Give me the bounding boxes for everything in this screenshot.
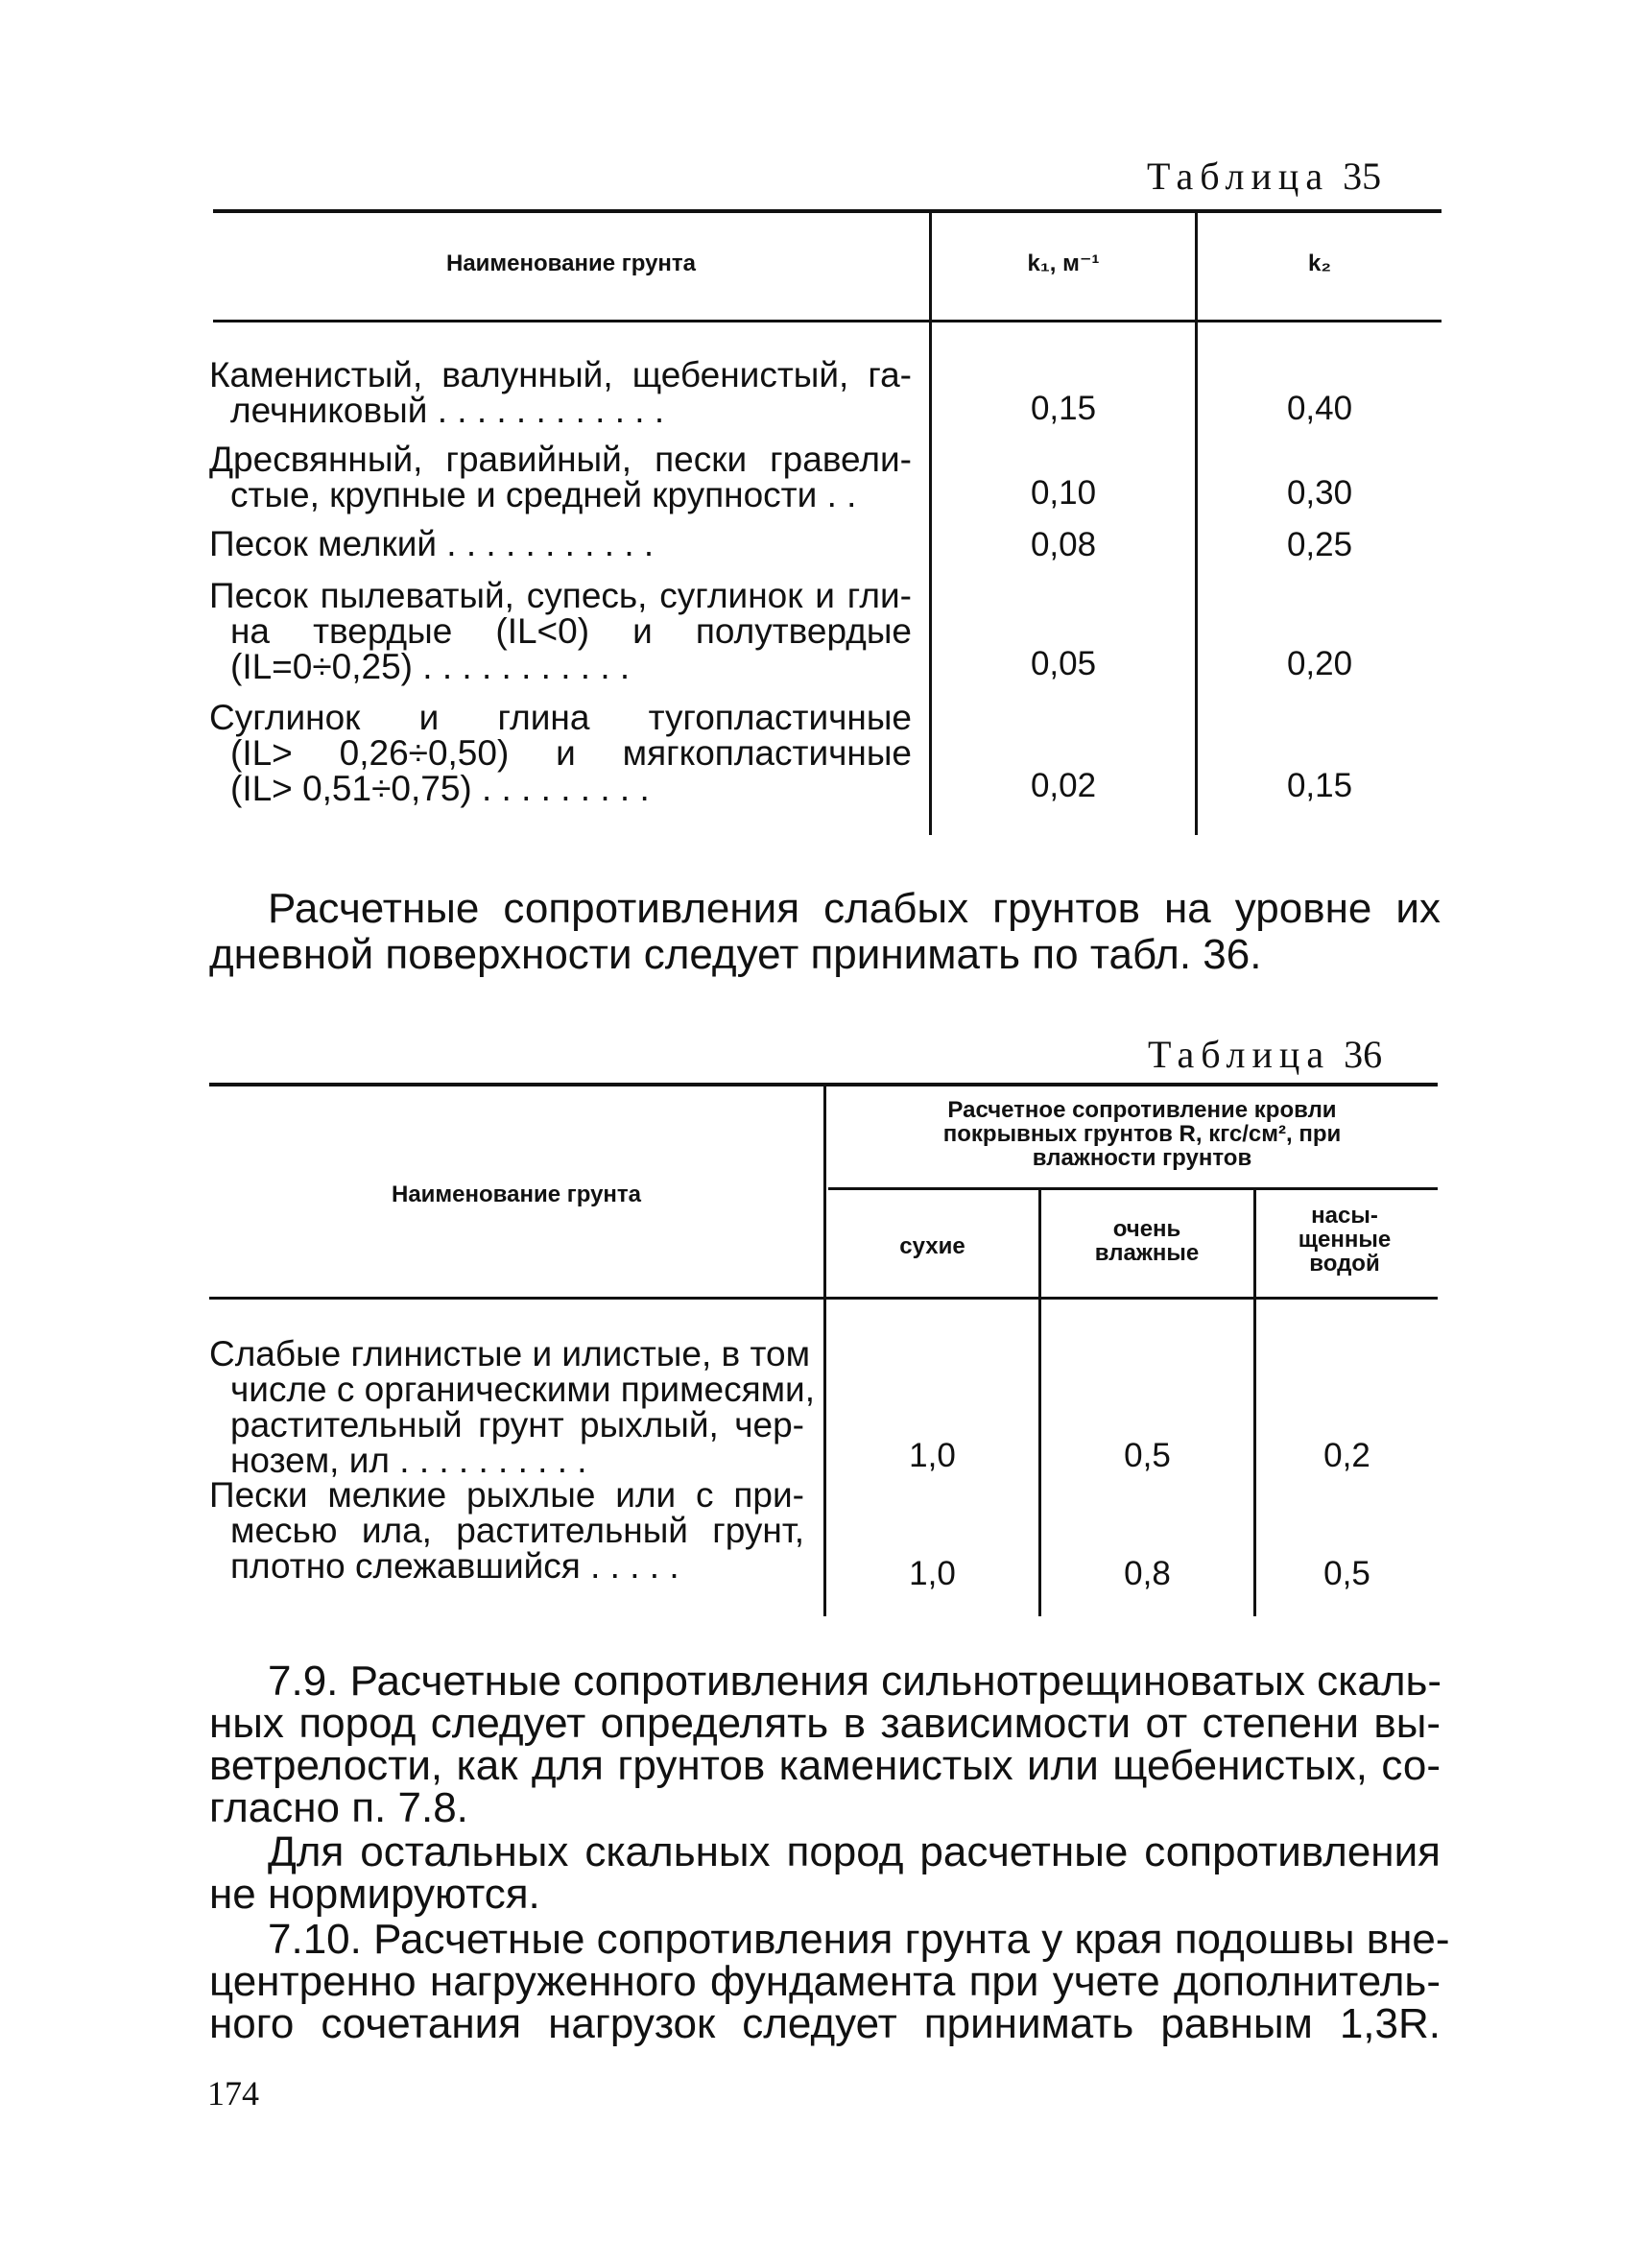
table-36-dry-value: 1,0: [909, 1437, 956, 1474]
table-36-saturated-value: 0,5: [1323, 1555, 1370, 1592]
paragraph-7-10-cont: [209, 1958, 1441, 2047]
paragraph-line: Расчетные сопротивления слабых грунтов на уровне их: [268, 885, 1441, 932]
paragraph-line: центренно нагруженного фундамента при учете дополнитель-: [209, 1958, 1441, 2005]
paragraph-7-9-cont: [209, 1700, 1441, 1831]
name-line: Дресвянный, гравийный, пески гравели-: [209, 440, 912, 479]
name-line: числе с органическими примесями,: [230, 1370, 816, 1409]
table-36-wet-value: 0,5: [1124, 1437, 1171, 1474]
table-35-k2-value: 0,20: [1286, 645, 1353, 682]
name-line: (IL=0÷0,25) . . . . . . . . . . .: [230, 647, 631, 686]
table-35-header-k2: k₂: [1307, 251, 1331, 276]
paragraph-line: ветрелости, как для грунтов каменистых или щебенистых, со-: [209, 1742, 1441, 1789]
table-35-row-name: [209, 357, 912, 428]
paragraph-7-9: [268, 1660, 1441, 1703]
paragraph-line: не нормируются.: [209, 1871, 540, 1918]
paragraph-line: дневной поверхности следует принимать по табл. 36.: [209, 931, 1262, 978]
table-36-header-wet: очень влажные: [1094, 1216, 1200, 1267]
page-number: 174: [207, 2074, 259, 2113]
name-line: плотно слежавшийся . . . . .: [230, 1546, 679, 1586]
name-line: Песок мелкий . . . . . . . . . . .: [209, 524, 655, 563]
paragraph-rock-cont: [209, 1871, 1441, 1918]
table-35-k1-value: 0,02: [1030, 767, 1097, 804]
name-line: Каменистый, валунный, щебенистый, га-: [209, 355, 912, 394]
table-35-k2-value: 0,40: [1286, 390, 1353, 427]
table-35-k1-value: 0,05: [1030, 645, 1097, 682]
name-line: Пески мелкие рыхлые или с при-: [209, 1475, 804, 1515]
table-35-k1-value: 0,10: [1030, 474, 1097, 512]
table-36-header-dry: сухие: [899, 1233, 965, 1259]
paragraph-line: гласно п. 7.8.: [209, 1784, 468, 1831]
name-line: нозем, ил . . . . . . . . . .: [230, 1441, 587, 1480]
table-36-dry-value: 1,0: [909, 1555, 956, 1592]
name-line: (IL> 0,26÷0,50) и мягкопластичные: [230, 733, 912, 773]
table-35-k1-value: 0,08: [1030, 526, 1097, 563]
paragraph-rock: [268, 1828, 1441, 1875]
table-35-row-name: [209, 442, 912, 513]
paragraph-line: ных пород следует определять в зависимости от степени вы-: [209, 1700, 1441, 1747]
name-line: Слабые глинистые и илистые, в том: [209, 1334, 811, 1373]
table-35-row-name: [209, 700, 912, 806]
table-36-header-saturated: насы- щенные водой: [1298, 1203, 1392, 1277]
name-line: лечниковый . . . . . . . . . . . .: [230, 391, 665, 430]
paragraph-line: ного сочетания нагрузок следует принимать равным 1,3R.: [209, 2000, 1441, 2047]
name-line: Суглинок и глина тугопластичные: [209, 698, 912, 737]
table-36-group-rule: [828, 1187, 1438, 1190]
table-35-caption: [1147, 154, 1381, 199]
table-35-header-name: Наименование грунта: [445, 251, 697, 276]
name-line: стые, крупные и средней крупности . .: [230, 475, 857, 514]
table-36-caption-number: 36: [1344, 1033, 1383, 1076]
table-35-top-rule: [213, 209, 1441, 213]
table-35-row-name: [209, 526, 912, 561]
table-35-k2-value: 0,15: [1286, 767, 1353, 804]
table-36-row-name: [209, 1477, 804, 1584]
table-36-col-divider-2: [1038, 1190, 1041, 1616]
table-36-saturated-value: 0,2: [1323, 1437, 1370, 1474]
table-35-col-divider-2: [1195, 213, 1198, 835]
paragraph-line: Для остальных скальных пород расчетные сопротивления: [268, 1828, 1441, 1875]
name-line: Песок пылеватый, супесь, суглинок и гли-: [209, 576, 912, 615]
name-line: растительный грунт рыхлый, чер-: [230, 1405, 804, 1444]
table-35-col-divider-1: [929, 213, 932, 835]
table-36-caption: [1148, 1032, 1382, 1077]
table-36-caption-word: Таблица: [1148, 1033, 1331, 1076]
table-36-col-divider-3: [1253, 1190, 1256, 1616]
name-line: на твердые (IL<0) и полутвердые: [230, 611, 912, 651]
paragraph-7-10: [268, 1916, 1450, 1963]
table-35-caption-word: Таблица: [1147, 155, 1330, 198]
intro-paragraph: [268, 885, 1441, 932]
table-35-row-name: [209, 578, 912, 684]
table-36-header-group: Расчетное сопротивление кровли покрывных грунтов R, кгс/см², при влажности грунтов: [942, 1097, 1342, 1172]
table-36-wet-value: 0,8: [1124, 1555, 1171, 1592]
name-line: месью ила, растительный грунт,: [230, 1511, 804, 1550]
table-36-row-name: [209, 1334, 816, 1480]
table-35-header-k1: k₁, м⁻¹: [1027, 251, 1100, 276]
table-35-k2-value: 0,25: [1286, 526, 1353, 563]
paragraph-line: 7.9. Расчетные сопротивления сильнотрещиноватых скаль-: [268, 1658, 1442, 1705]
intro-paragraph-cont: [209, 931, 1441, 978]
table-35-caption-number: 35: [1343, 155, 1382, 198]
table-35-header-rule: [213, 320, 1441, 322]
table-35-k1-value: 0,15: [1030, 390, 1097, 427]
table-35-k2-value: 0,30: [1286, 474, 1353, 512]
table-36-header-name: Наименование грунта: [391, 1182, 642, 1207]
table-36-col-divider-1: [823, 1086, 826, 1616]
name-line: (IL> 0,51÷0,75) . . . . . . . . .: [230, 769, 650, 808]
paragraph-line: 7.10. Расчетные сопротивления грунта у края подошвы вне-: [268, 1916, 1450, 1963]
